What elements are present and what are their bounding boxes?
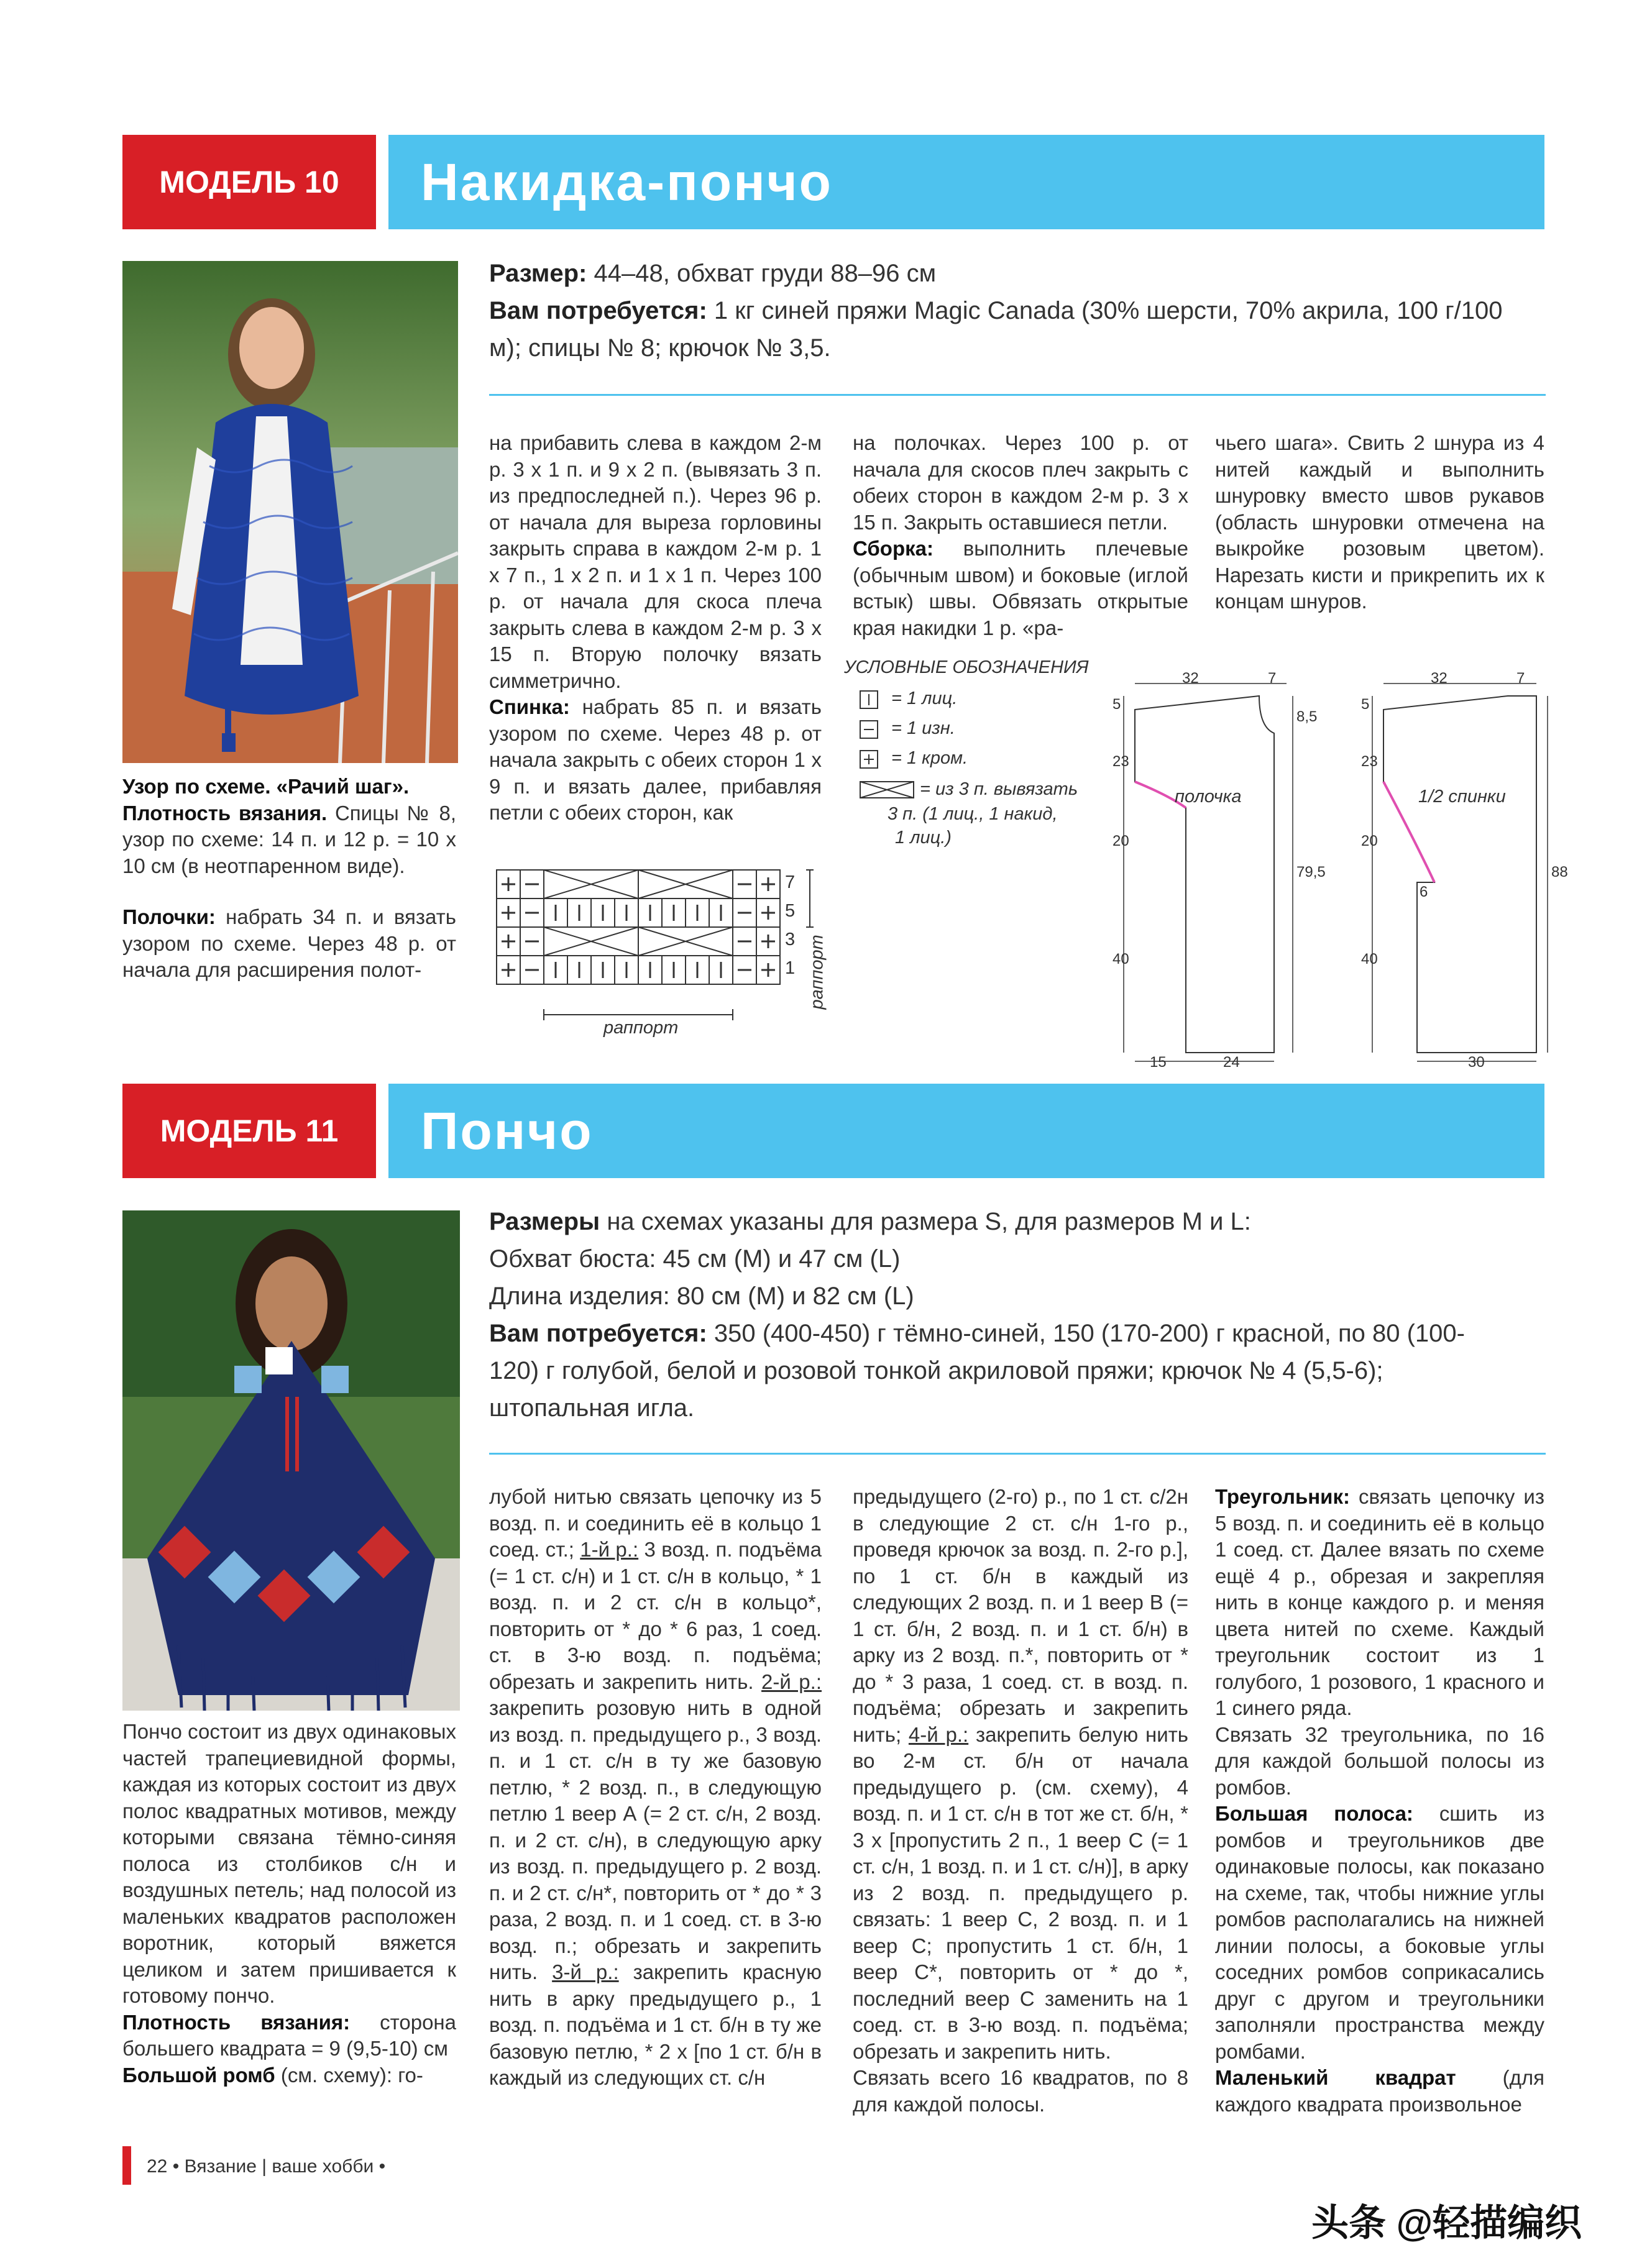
model-10-title: Накидка-пончо — [421, 152, 833, 211]
length-text: Длина изделия: 80 см (M) и 82 см (L) — [489, 1283, 914, 1310]
need-label-11: Вам потребуется: — [489, 1320, 707, 1347]
back-continued-text: на полочках. Через 100 р. от начала для скосов плеч закрыть с обеих сторон в каждом 2-м р. 3 х 15 п. Закрыть оставшиеся петли. — [853, 431, 1188, 534]
small-square-label: Маленький квадрат — [1215, 2066, 1456, 2089]
footer-dot: • — [172, 2156, 185, 2177]
back-label-half: 1/2 спинки — [1418, 787, 1506, 807]
density-text: Спицы № 8, узор по схеме: 14 п. и 12 р. = 10 х 10 см (в неотпаренном виде). — [122, 801, 456, 877]
legend-knit: = 1 лиц. — [891, 688, 958, 708]
back-dim-bottom: 40 — [1361, 951, 1378, 967]
row-2-text: закрепить розовую нить в одной из возд. п. предыдущего р., 3 возд. п. и 1 ст. с/н в ту же базовую петлю, * 2 возд. п., в следующую петлю 1 веер А (= 2 ст. с/н, 2 возд. п. и 2 ст. с/н), в следующую арку из возд. п. предыдущего р. 2 возд. п. и 2 ст. с/н*, повторить от * до * 3 раза, 2 возд. п. и 1 соед. ст. в 3-ю возд. п.; обрезать и закрепить нить. — [489, 1696, 822, 1983]
legend-cluster-2: 3 п. (1 лиц., 1 накид, — [888, 804, 1058, 824]
assembly-label: Сборка: — [853, 537, 934, 560]
assembly-text: выполнить плечевые (обычным швом) и боковые (иглой встык) швы. Обвязать открытые края накидки 1 р. «ра- — [853, 537, 1188, 639]
row-4-text: закрепить белую нить во 2-м ст. б/н от начала предыдущего р. (см. схему), 4 возд. п. и 1 ст. с/н в тот же ст. б/н, * 3 х [пропустить 2 п., 1 веер С (= 1 ст. с/н, 1 возд. п. и 1 ст. с/н)], в арку из 2 возд. п. предыдущего р. связать: 1 веер С, 2 возд. п. и 1 веер С; пропустить 1 ст. б/н, 1 веер С*, повторить от * до *, последний веер С заменить на 1 соед. ст. в 3-ю возд. п. подъёма; обрезать и закрепить нить. — [853, 1722, 1188, 2063]
front-dim-neck: 7 — [1268, 670, 1277, 687]
pattern-label: Узор по схеме. «Рачий шаг». — [122, 775, 410, 798]
model-11-col-1 — [122, 1719, 456, 2088]
model-10-col-3 — [853, 430, 1188, 641]
divider-line — [489, 394, 1546, 396]
legend-edge: = 1 кром. — [891, 748, 968, 768]
page-number: 22 — [147, 2156, 168, 2177]
rhomb-label: Большой ромб — [122, 2063, 275, 2087]
front-label: полочка — [1175, 787, 1242, 807]
model-10-col-4 — [1215, 430, 1544, 615]
band-label: Большая полоса: — [1215, 1802, 1413, 1825]
front-dim-bottom: 40 — [1113, 951, 1129, 967]
legend-title: УСЛОВНЫЕ ОБОЗНАЧЕНИЯ — [844, 657, 1089, 677]
back-dim-step: 6 — [1420, 884, 1428, 900]
model-11-photo — [122, 1210, 460, 1711]
front-dim-armhole: 23 — [1113, 753, 1129, 770]
need-text: 1 кг синей пряжи Magic Canada (30% шерсти, 70% акрила, 100 г/100 м); спицы № 8; крючок № 3,5. — [489, 297, 1503, 362]
density-text-11: сторона большего квадрата = 9 (9,5-10) см — [122, 2010, 456, 2060]
chart-row-1: 1 — [785, 958, 796, 978]
stitch-chart — [495, 869, 843, 1055]
front-dim-length: 79,5 — [1296, 864, 1326, 880]
construction-text: Пончо состоит из двух одинаковых частей трапециевидной формы, каждая из которых состоит из двух полос квадратных мотивов, между которыми связана тёмно-синяя полоса из столбиков с/н и воздушных петель; над полосой из маленьких квадратов расположен воротник, который вяжется целиком и затем пришивается к готовому пончо. — [122, 1720, 456, 2007]
chart-rapport-label: раппорт — [603, 1018, 679, 1038]
front-dim-side: 20 — [1113, 833, 1129, 849]
watermark: 头条 @轻描编织 — [1311, 2202, 1582, 2244]
row-3-label: 3-й р.: — [552, 1960, 619, 1983]
back-dim-shoulder: 5 — [1361, 696, 1370, 713]
back-dim-neck: 7 — [1516, 670, 1525, 687]
front-dim-shoulder: 5 — [1113, 696, 1121, 713]
back-dim-width: 32 — [1431, 670, 1447, 687]
model-10-col-1 — [122, 774, 456, 984]
rhomb-start-text: лубой нитью связать цепочку из 5 возд. п. и соединить её в кольцо 1 соед. ст.; — [489, 1485, 822, 1561]
row-2-label: 2-й р.: — [761, 1670, 822, 1693]
need-label: Вам потребуется: — [489, 297, 707, 324]
footer — [147, 2156, 385, 2177]
model-11-label: МОДЕЛЬ 11 — [160, 1113, 339, 1148]
model-11-title-bar — [388, 1084, 1544, 1178]
size-text: 44–48, обхват груди 88–96 см — [587, 260, 937, 287]
model-11-title: Пончо — [421, 1101, 594, 1160]
divider-line-11 — [489, 1453, 1546, 1455]
magazine-tagline: ваше хобби — [272, 2156, 374, 2177]
footer-separator: | — [262, 2156, 272, 2177]
fronts-continued-text: на прибавить слева в каждом 2-м р. 3 х 1 п. и 9 х 2 п. (вывязать 3 п. из предпоследней п.). Через 96 р. от начала для выреза горловины закрыть справа в каждом 2-м р. 1 х 7 п., 1 х 2 п. и 1 х 1 п. Через 100 р. от начала для скоса плеча закрыть слева в каждом 2-м р. 3 х 15 п. Вторую полочку вязать симметрично. — [489, 431, 822, 692]
model-10-badge — [122, 135, 376, 229]
row-3-continued-text: предыдущего (2-го) р., по 1 ст. с/2н в следующие 2 ст. с/н 1-го р., проведя крючок за возд. п. 2-го р.], по 1 ст. б/н в каждый из следующих 2 возд. п. и 1 веер В (= 1 ст. б/н, 2 возд. п. и 1 ст. б/н) в арку из 2 возд. п.*, повторить от * до * 3 раза, 1 соед. ст. в возд. п. подъёма; обрезать и закрепить нить; — [853, 1485, 1188, 1746]
footer-marker — [122, 2146, 131, 2185]
row-1-label: 1-й р.: — [580, 1538, 639, 1561]
row-1-text: 3 возд. п. подъёма (= 1 ст. с/н) и 1 ст. с/н в кольцо, * 1 возд. п. и 2 ст. с/н в кольцо*, повторить от * до * 6 раз, 1 соед. ст. в 3-ю возд. п. подъёма; обрезать и закрепить нить. — [489, 1538, 822, 1693]
model-11-col-4 — [1215, 1484, 1544, 2118]
row-3-text: закрепить красную нить в арку предыдущего р., 1 возд. п. подъёма и 1 ст. б/н в ту же базовую петлю, * 2 х [по 1 ст. б/н в каждый из следующих ст. с/н — [489, 1960, 822, 2089]
chart-rapport-vertical: раппорт — [807, 935, 827, 1010]
back-dim-hem: 30 — [1468, 1054, 1485, 1071]
back-text: набрать 85 п. и вязать узором по схеме. Через 48 р. от начала закрыть с обеих сторон 1 х 9 п. и вязать далее, прибавляя петли с обеих сторон, как — [489, 695, 822, 824]
squares-count-text: Связать всего 16 квадратов, по 8 для каждой полосы. — [853, 2066, 1188, 2116]
chart-row-5: 5 — [785, 901, 796, 921]
model-11-badge — [122, 1084, 376, 1178]
back-dim-armhole: 23 — [1361, 753, 1378, 770]
model-11-intro — [489, 1203, 1539, 1427]
model-10-col-2 — [489, 430, 822, 826]
front-dim-neck-depth: 8,5 — [1296, 708, 1318, 725]
sizes-text: на схемах указаны для размера S, для размеров M и L: — [600, 1208, 1251, 1235]
fronts-text: набрать 34 п. и вязать узором по схеме. Через 48 р. от начала для расширения полот- — [122, 905, 456, 981]
fronts-label: Полочки: — [122, 905, 216, 928]
model-10-label: МОДЕЛЬ 10 — [159, 165, 339, 199]
legend-purl: = 1 изн. — [891, 718, 955, 738]
density-label-11: Плотность вязания: — [122, 2010, 351, 2034]
back-dim-length: 88 — [1551, 864, 1568, 880]
front-dim-width: 32 — [1182, 670, 1199, 687]
band-text: сшить из ромбов и треугольников две одинаковые полосы, как показано на схеме, так, чтобы нижние углы ромбов располагались на нижней линии полосы, а боковые углы соседних ромбов соприкасались друг с другом и треугольники заполняли пространства между ромбами. — [1215, 1802, 1544, 2063]
density-label: Плотность вязания. — [122, 801, 328, 825]
model-10-title-bar — [388, 135, 1544, 229]
row-4-label: 4-й р.: — [908, 1722, 969, 1746]
triangle-count-text: Связать 32 треугольника, по 16 для каждой большой полосы из ромбов. — [1215, 1722, 1544, 1799]
finishing-text: чьего шага». Свить 2 шнура из 4 нитей каждый и выполнить шнуровку вместо швов рукавов (область шнуровки отмечена на выкройке розовым цветом). Нарезать кисти и прикрепить их к концам шнуров. — [1215, 431, 1544, 613]
need-text-11: 350 (400-450) г тёмно-синей, 150 (170-200) г красной, по 80 (100-120) г голубой, белой и розовой тонкой акриловой пряжи; крючок № 4 (5,5-6); штопальная игла. — [489, 1320, 1465, 1422]
small-square-text: (для каждого квадрата произвольное — [1215, 2066, 1544, 2116]
rhomb-text: (см. схему): го- — [275, 2063, 423, 2087]
sizes-label: Размеры — [489, 1208, 600, 1235]
schematic-back — [1361, 670, 1568, 1071]
model-10-photo — [122, 261, 458, 763]
model-11-col-3 — [853, 1484, 1188, 2118]
back-dim-side: 20 — [1361, 833, 1378, 849]
chart-row-7: 7 — [785, 872, 796, 892]
chart-row-3: 3 — [785, 930, 796, 949]
front-dim-hem: 24 — [1223, 1054, 1240, 1071]
back-label: Спинка: — [489, 695, 570, 718]
bust-text: Обхват бюста: 45 см (M) и 47 см (L) — [489, 1245, 901, 1273]
magazine-name: Вязание — [184, 2156, 257, 2177]
footer-dot-2: • — [378, 2156, 386, 2177]
triangle-label: Треугольник: — [1215, 1485, 1350, 1508]
legend — [858, 688, 1119, 862]
legend-cluster-3: 1 лиц.) — [895, 828, 952, 848]
model-11-col-2 — [489, 1484, 822, 2092]
legend-cluster: = из 3 п. вывязать — [920, 779, 1078, 799]
schematic-front — [1113, 670, 1326, 1071]
size-label: Размер: — [489, 260, 587, 287]
triangle-text: связать цепочку из 5 возд. п. и соединить её в кольцо 1 соед. ст. Далее вязать по схеме ещё 4 р., обрезая и закрепляя нить в конце каждого р. и меняя цвета нитей по схеме. Каждый треугольник состоит из 1 голубого, 1 розового, 1 красного и 1 синего ряда. — [1215, 1485, 1544, 1719]
front-dim-step: 15 — [1150, 1054, 1167, 1071]
model-10-intro — [489, 255, 1546, 367]
